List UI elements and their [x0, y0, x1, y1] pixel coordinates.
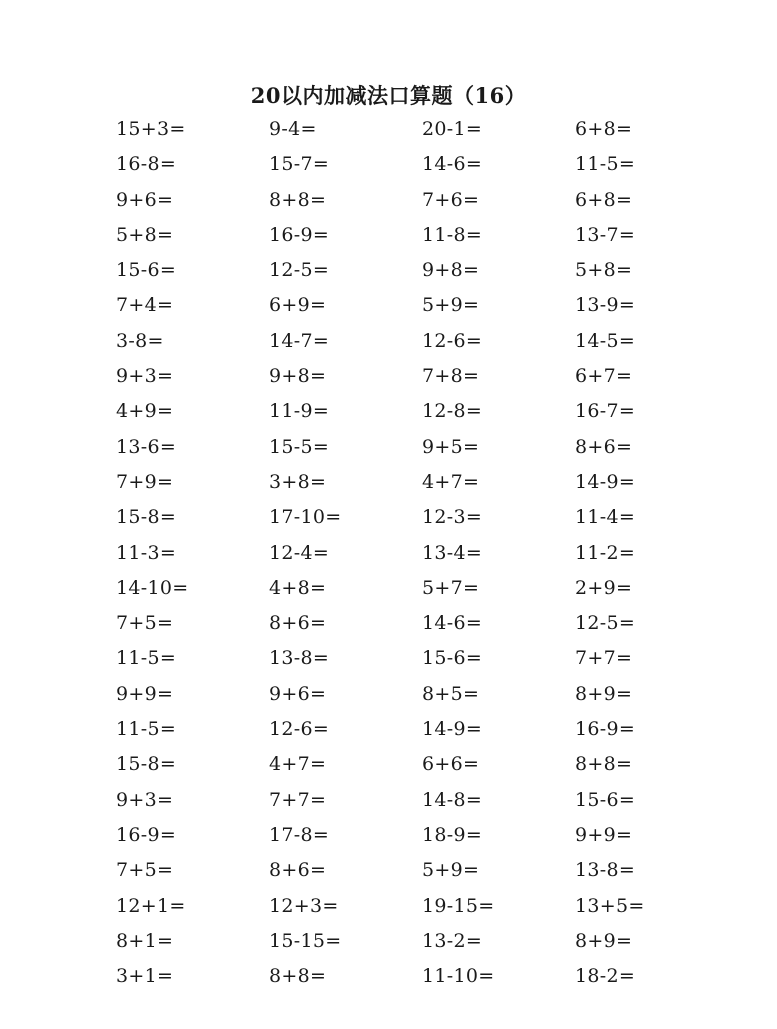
- problem-item: 6+8=: [575, 188, 633, 211]
- problem-item: 19-15=: [422, 894, 495, 917]
- problem-item: 4+8=: [269, 576, 327, 599]
- problem-item: 9+6=: [269, 682, 327, 705]
- problem-item: 8+9=: [575, 682, 633, 705]
- problem-item: 11-10=: [422, 965, 495, 988]
- problem-item: 15-6=: [422, 647, 483, 670]
- problem-item: 11-5=: [116, 647, 177, 670]
- problem-item: 9+8=: [269, 365, 327, 388]
- problem-item: 16-9=: [269, 223, 330, 246]
- problem-item: 9+6=: [116, 188, 174, 211]
- problem-item: 8+8=: [269, 965, 327, 988]
- problem-item: 9+3=: [116, 365, 174, 388]
- problem-item: 16-8=: [116, 153, 177, 176]
- problem-item: 13-4=: [422, 541, 483, 564]
- problem-item: 16-9=: [116, 823, 177, 846]
- problem-item: 11-9=: [269, 400, 330, 423]
- problem-item: 18-9=: [422, 823, 483, 846]
- problem-item: 12-3=: [422, 506, 483, 529]
- problem-item: 7+5=: [116, 859, 174, 882]
- problem-item: 13-6=: [116, 435, 177, 458]
- problem-item: 14-6=: [422, 153, 483, 176]
- problem-item: 20-1=: [422, 118, 483, 140]
- problem-item: 16-9=: [575, 718, 636, 741]
- problem-item: 13-7=: [575, 223, 636, 246]
- problem-item: 13-2=: [422, 929, 483, 952]
- problem-item: 5+7=: [422, 576, 480, 599]
- problem-item: 5+9=: [422, 859, 480, 882]
- problem-item: 9+8=: [422, 259, 480, 282]
- page-title: 20以内加减法口算题（16）: [250, 83, 527, 108]
- problem-item: 14-9=: [422, 718, 483, 741]
- problem-item: 18-2=: [575, 965, 636, 988]
- problem-item: 14-5=: [575, 329, 636, 352]
- problem-item: 12+3=: [269, 894, 339, 917]
- problem-item: 12+1=: [116, 894, 186, 917]
- problem-item: 12-5=: [575, 612, 636, 635]
- problem-item: 8+1=: [116, 929, 174, 952]
- problem-item: 13-9=: [575, 294, 636, 317]
- problem-item: 11-4=: [575, 506, 636, 529]
- problem-item: 7+6=: [422, 188, 480, 211]
- problem-item: 6+9=: [269, 294, 327, 317]
- problem-item: 9+9=: [575, 823, 633, 846]
- problem-item: 5+9=: [422, 294, 480, 317]
- problem-item: 15-6=: [116, 259, 177, 282]
- problem-item: 8+8=: [269, 188, 327, 211]
- problem-item: 14-10=: [116, 576, 189, 599]
- problem-item: 12-4=: [269, 541, 330, 564]
- problem-item: 8+6=: [269, 612, 327, 635]
- problem-item: 12-5=: [269, 259, 330, 282]
- problem-item: 3+8=: [269, 470, 327, 493]
- problem-item: 14-9=: [575, 470, 636, 493]
- problem-item: 8+6=: [269, 859, 327, 882]
- problem-item: 8+8=: [575, 753, 633, 776]
- problem-item: 4+7=: [422, 470, 480, 493]
- problem-item: 15-6=: [575, 788, 636, 811]
- problem-item: 11-2=: [575, 541, 636, 564]
- problem-item: 2+9=: [575, 576, 633, 599]
- problem-item: 15-8=: [116, 506, 177, 529]
- problem-item: 8+6=: [575, 435, 633, 458]
- problem-item: 7+9=: [116, 470, 174, 493]
- problem-item: 14-8=: [422, 788, 483, 811]
- problem-item: 13-8=: [575, 859, 636, 882]
- problem-item: 6+7=: [575, 365, 633, 388]
- problem-item: 15-15=: [269, 929, 342, 952]
- problem-item: 9+3=: [116, 788, 174, 811]
- problem-item: 11-8=: [422, 223, 483, 246]
- problem-item: 15-7=: [269, 153, 330, 176]
- problem-item: 8+9=: [575, 929, 633, 952]
- problem-item: 11-3=: [116, 541, 177, 564]
- problem-item: 12-8=: [422, 400, 483, 423]
- problem-item: 4+9=: [116, 400, 174, 423]
- problem-item: 14-6=: [422, 612, 483, 635]
- problem-item: 16-7=: [575, 400, 636, 423]
- problem-item: 11-5=: [575, 153, 636, 176]
- problem-item: 7+4=: [116, 294, 174, 317]
- problem-item: 12-6=: [422, 329, 483, 352]
- problem-item: 14-7=: [269, 329, 330, 352]
- problem-item: 3-8=: [116, 329, 164, 352]
- problem-item: 15-8=: [116, 753, 177, 776]
- problem-item: 7+7=: [269, 788, 327, 811]
- problem-item: 12-6=: [269, 718, 330, 741]
- problem-item: 13-8=: [269, 647, 330, 670]
- problem-grid: [116, 112, 736, 994]
- problem-item: 15-5=: [269, 435, 330, 458]
- problem-item: 9-4=: [269, 118, 317, 140]
- problem-item: 6+8=: [575, 118, 633, 140]
- problem-item: 7+5=: [116, 612, 174, 635]
- problem-item: 9+5=: [422, 435, 480, 458]
- problem-item: 4+7=: [269, 753, 327, 776]
- problem-item: 7+7=: [575, 647, 633, 670]
- problem-item: 17-10=: [269, 506, 342, 529]
- problem-item: 11-5=: [116, 718, 177, 741]
- problem-item: 13+5=: [575, 894, 645, 917]
- problem-item: 7+8=: [422, 365, 480, 388]
- problem-item: 9+9=: [116, 682, 174, 705]
- problem-item: 3+1=: [116, 965, 174, 988]
- problem-item: 5+8=: [575, 259, 633, 282]
- problem-item: 6+6=: [422, 753, 480, 776]
- problem-item: 15+3=: [116, 118, 186, 140]
- problem-item: 5+8=: [116, 223, 174, 246]
- problem-item: 17-8=: [269, 823, 330, 846]
- problem-item: 8+5=: [422, 682, 480, 705]
